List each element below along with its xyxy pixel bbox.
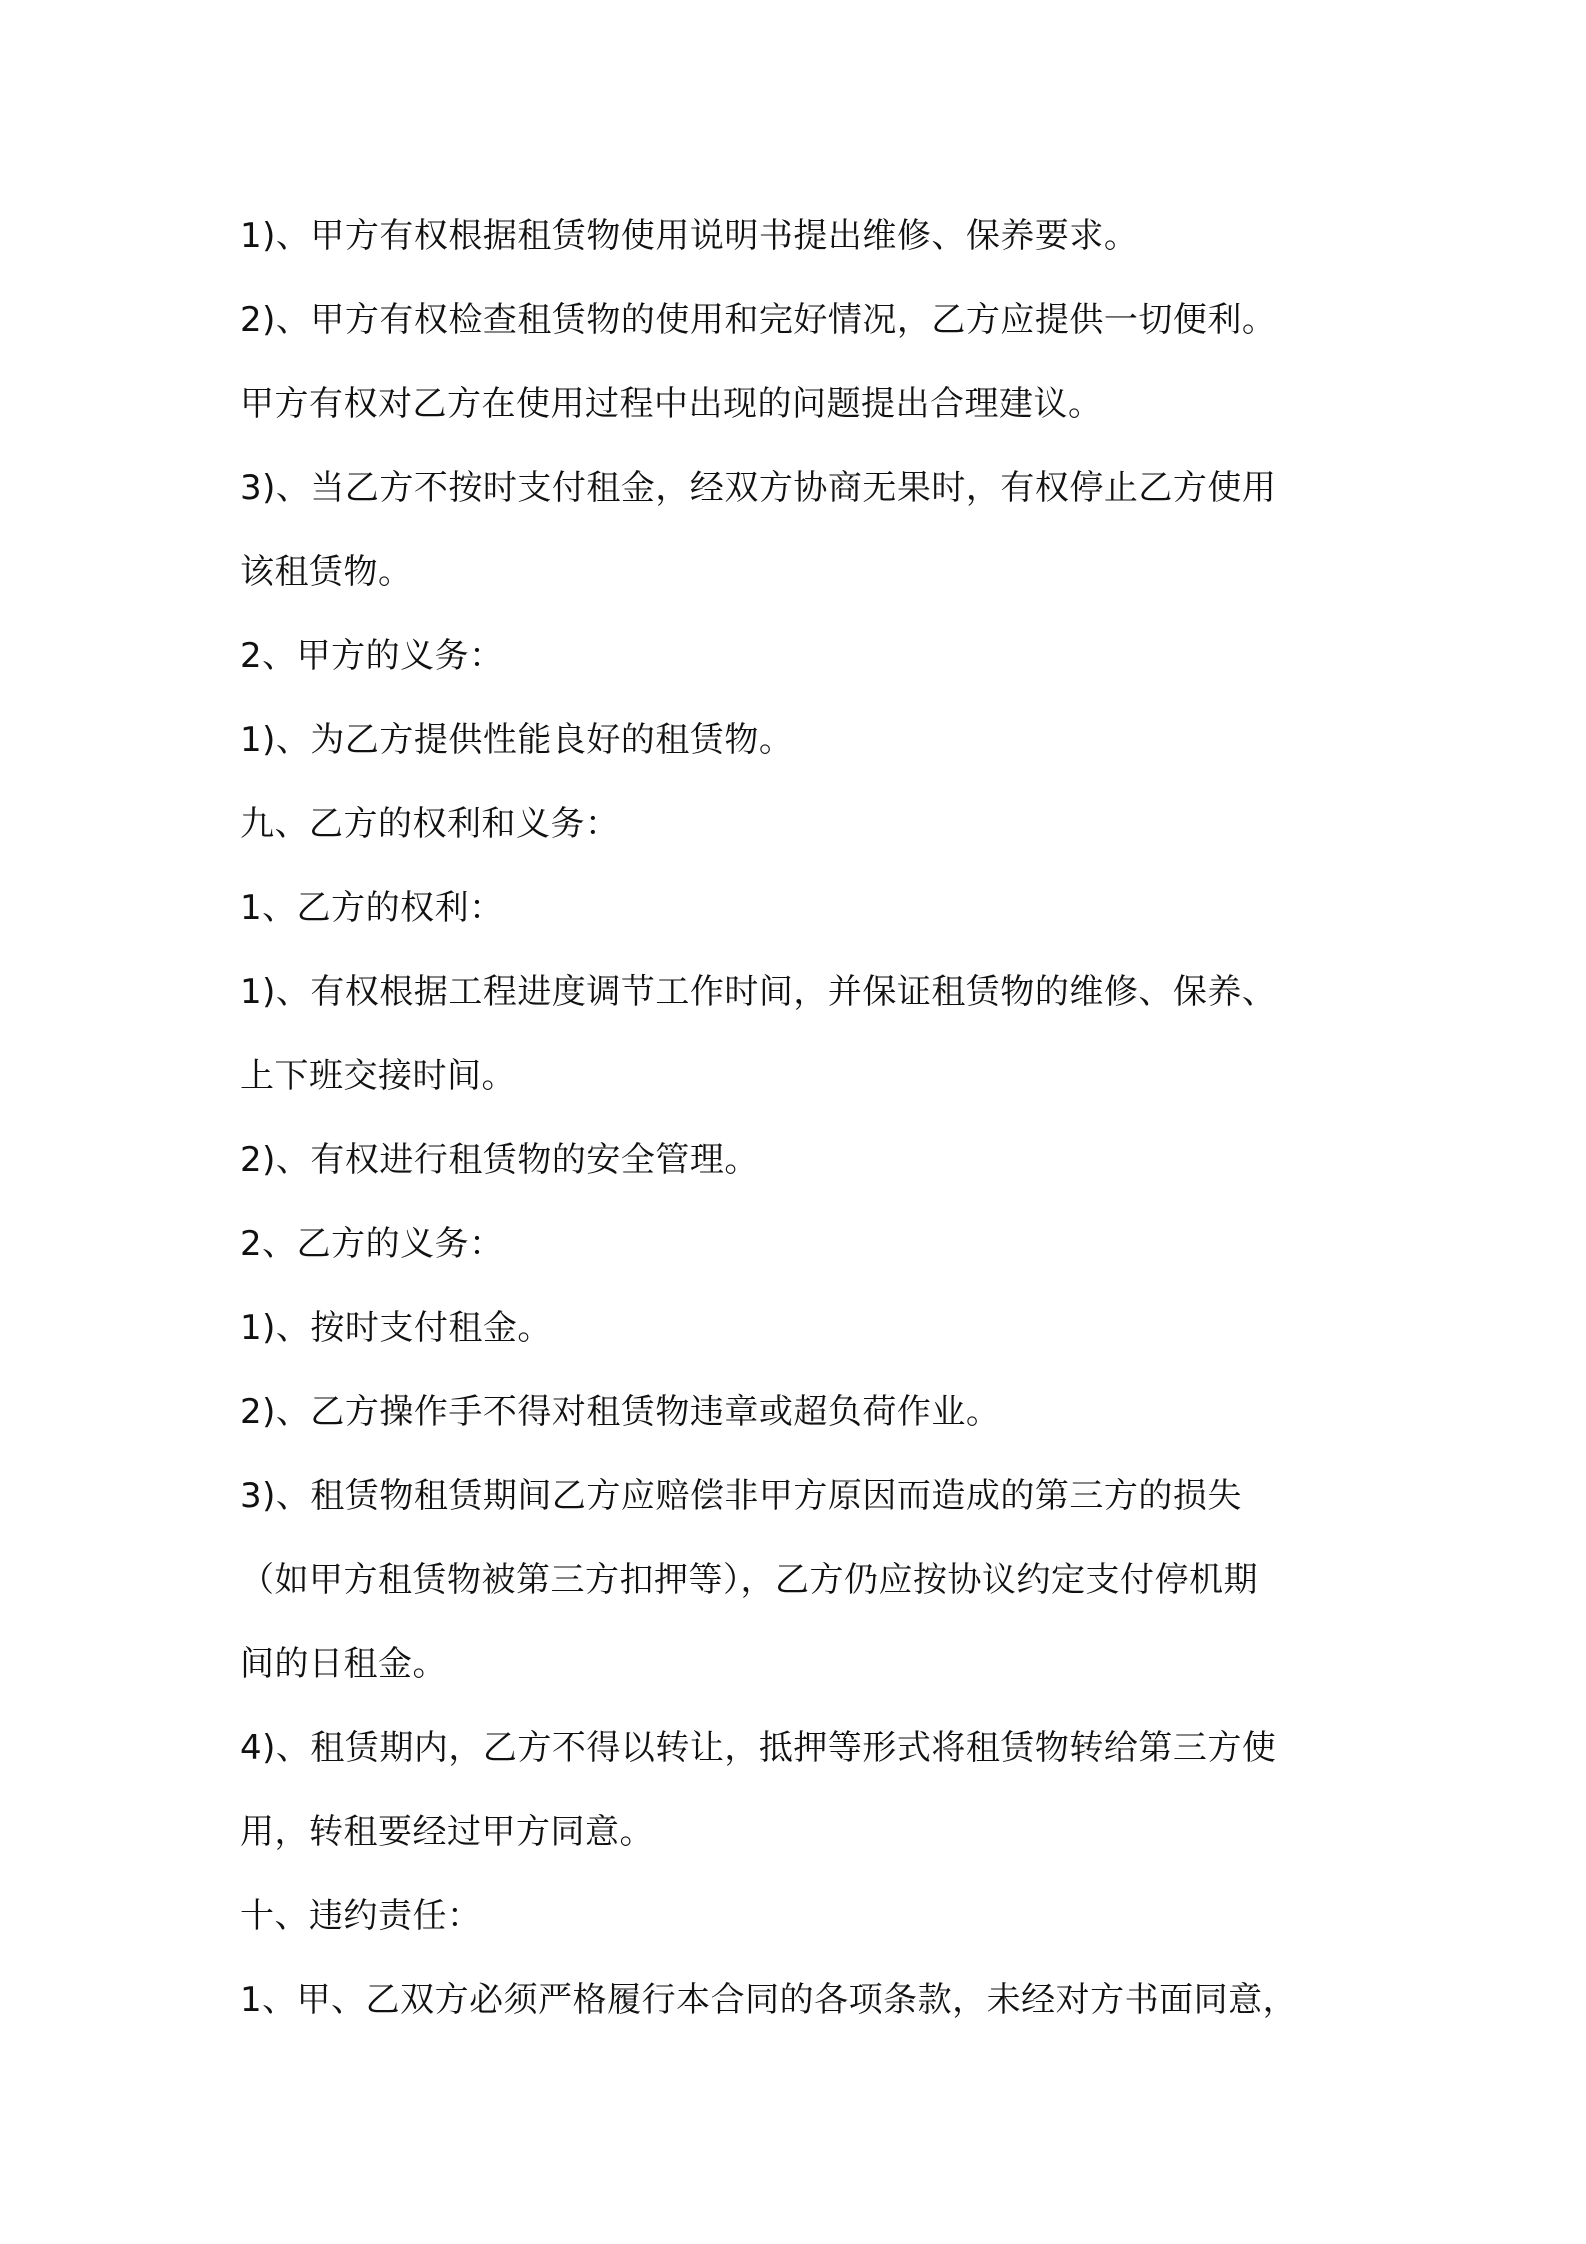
text-line: 1)、甲方有权根据租赁物使用说明书提出维修、保养要求。 xyxy=(240,216,1139,256)
text-line: 1)、为乙方提供性能良好的租赁物。 xyxy=(240,720,794,760)
text-line: 1)、按时支付租金。 xyxy=(240,1308,552,1348)
text-line: 2)、有权进行租赁物的安全管理。 xyxy=(240,1140,759,1180)
text-line: 3)、租赁物租赁期间乙方应赔偿非甲方原因而造成的第三方的损失 xyxy=(240,1476,1242,1516)
section-heading: 十、违约责任： xyxy=(240,1896,482,1936)
text-line: 1)、有权根据工程进度调节工作时间，并保证租赁物的维修、保养、 xyxy=(240,972,1277,1012)
section-heading: 九、乙方的权利和义务： xyxy=(240,804,620,844)
text-line: 该租赁物。 xyxy=(240,552,413,592)
text-line: （如甲方租赁物被第三方扣押等），乙方仍应按协议约定支付停机期 xyxy=(240,1560,1258,1600)
section-heading: 2、乙方的义务： xyxy=(240,1224,504,1264)
text-line: 上下班交接时间。 xyxy=(240,1056,516,1096)
text-line: 3)、当乙方不按时支付租金，经双方协商无果时，有权停止乙方使用 xyxy=(240,468,1277,508)
section-heading: 1、乙方的权利： xyxy=(240,888,504,928)
text-line: 甲方有权对乙方在使用过程中出现的问题提出合理建议。 xyxy=(240,384,1103,424)
text-line: 间的日租金。 xyxy=(240,1644,447,1684)
text-line: 4)、租赁期内，乙方不得以转让，抵押等形式将租赁物转给第三方使 xyxy=(240,1728,1277,1768)
text-line: 2)、乙方操作手不得对租赁物违章或超负荷作业。 xyxy=(240,1392,1001,1432)
text-line: 2)、甲方有权检查租赁物的使用和完好情况，乙方应提供一切便利。 xyxy=(240,300,1277,340)
text-line: 用，转租要经过甲方同意。 xyxy=(240,1812,654,1852)
section-heading: 2、甲方的义务： xyxy=(240,636,504,676)
text-line: 1、甲、乙双方必须严格履行本合同的各项条款，未经对方书面同意， xyxy=(240,1980,1298,2020)
document-body xyxy=(240,194,1370,2042)
